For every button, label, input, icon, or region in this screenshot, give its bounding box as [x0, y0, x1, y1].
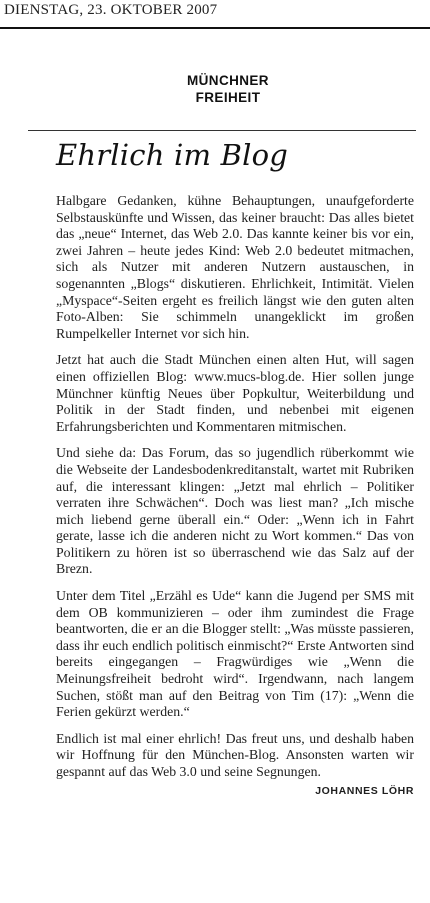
rubric-line-2: FREIHEIT [195, 90, 261, 105]
paragraph-4: Unter dem Titel „Erzähl es Ude“ kann die Jugend per SMS mit dem OB kommunizieren – oder ihm zumindest die Frage beantworten, die er an die Blogger stellt: „Was müsste passieren, dass ihr euch endlich politisch einmischt?“ Erste Antworten sind bereits eingegangen – Fragwürdiges wie „Wenn die Meinungsfreiheit bedroht wird“. Irgendwann, nach langem Suchen, stößt man auf den Beitrag von Tim (17): „Wenn die Ferien gekürzt werden.“ [56, 588, 414, 720]
paragraph-3: Und siehe da: Das Forum, das so jugendlich rüberkommt wie die Webseite der Landesbodenkreditanstalt, wartet mit Rubriken auf, die interessant klingen: „Jetzt mal ehrlich – Politiker verraten ihre Schwächen“. Doch was liest man? „Ich mische mich liebend gerne überall ein.“ Oder: „Wenn ich in Fahrt gerate, lasse ich die anderen nicht zu Wort kommen.“ Das von Politikern zu hören ist so überraschend wie das Salz auf der Brezn. [56, 445, 414, 577]
rubric-line-1: MÜNCHNER [187, 73, 269, 88]
paragraph-5 [56, 730, 414, 797]
paragraph-5-text: Endlich ist mal einer ehrlich! Das freut uns, und deshalb haben wir Hoffnung für den München-Blog. Ansonsten warten wir gespannt auf das Web 3.0 und seine Segnungen. [56, 730, 414, 779]
article-headline: Ehrlich im Blog [56, 138, 288, 172]
top-rule [0, 27, 430, 29]
author-byline: JOHANNES LÖHR [315, 784, 414, 797]
dateline: DIENSTAG, 23. OKTOBER 2007 [4, 2, 218, 18]
section-rubric [150, 72, 306, 106]
title-rule [28, 130, 416, 131]
paragraph-1: Halbgare Gedanken, kühne Behauptungen, unaufgeforderte Selbstauskünfte und Wissen, das keiner braucht: Das alles bietet das „neue“ Internet, das Web 2.0. Das kannte keiner bis vor ein, zwei Jahren – heute jedes Kind: Web 2.0 bedeutet mitmachen, sich als Nutzer mit anderen Nutzern austauschen, in sogenannten „Blogs“ diskutieren. Ehrlichkeit, Intimität. Vielen „Myspace“-Seiten ergeht es freilich längst wie den guten alten Foto-Alben: Sie schimmeln unangeklickt im großen Rumpelkeller Internet vor sich hin. [56, 193, 414, 341]
paragraph-2: Jetzt hat auch die Stadt München einen alten Hut, will sagen einen offiziellen Blog: www.mucs-blog.de. Hier sollen junge Münchner künftig Neues über Popkultur, Weiterbildung und Politik in der Stadt finden, und nebenbei mit eigenen Erfahrungsberichten und Kommentaren mitmischen. [56, 352, 414, 434]
article-body [56, 193, 414, 799]
